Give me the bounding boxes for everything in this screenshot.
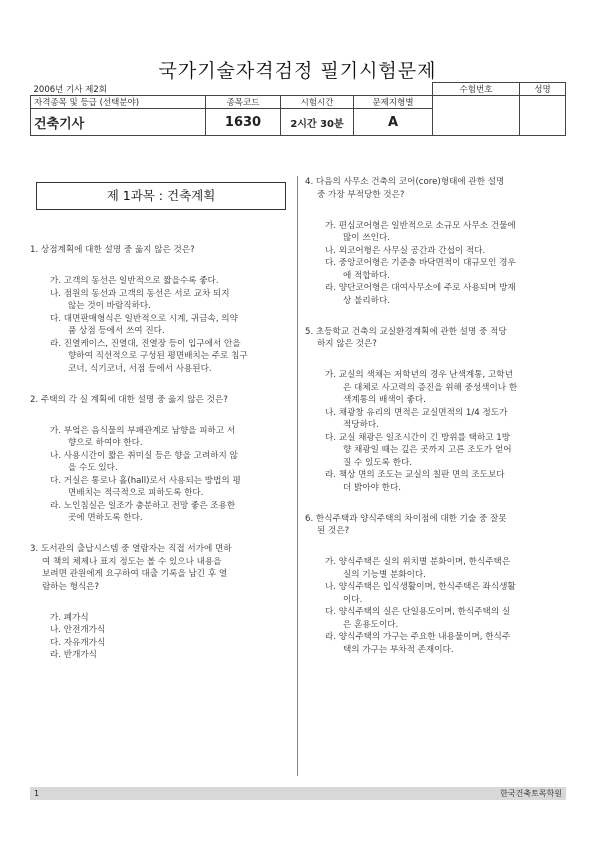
question-1 [30, 244, 292, 375]
option-d: 라. 양식주택의 가구는 주요한 내용물이며, 한식주 [325, 632, 511, 642]
question-text: 6. 한식주택과 양식주택의 차이점에 대한 기술 중 잘못 [305, 513, 507, 524]
question-6 [305, 513, 567, 657]
option-d-cont: 상 불리하다. [343, 295, 390, 306]
option-b: 나. 점원의 동선과 고객의 동선은 서로 교차 되지 [50, 288, 230, 299]
question-3 [30, 543, 292, 662]
page-number: 1 [34, 789, 40, 798]
column-divider [297, 176, 298, 776]
option-c-cont: 은 혼용도이다. [343, 619, 399, 630]
option-c-cont: 품 상점 등에서 쓰여 진다. [68, 326, 165, 336]
question-text: 3. 도서관의 출납시스템 중 열람자는 직접 서가에 면하 [30, 544, 232, 554]
footer-bar [30, 787, 566, 800]
option-d-cont: 코너, 식기코너, 서점 등에서 사용된다. [68, 363, 212, 374]
question-text-cont: 하지 않은 것은? [317, 339, 377, 349]
option-d-cont: 곳에 면하도록 한다. [68, 513, 143, 523]
option-b-cont: 적당하다. [343, 420, 379, 430]
code-label: 종목코드 [206, 96, 281, 109]
option-d: 라. 책상 면의 조도는 교실의 칠판 면의 조도보다 [325, 470, 505, 480]
option-b: 나. 안전개가식 [50, 625, 106, 635]
option-c-cont: 에 적합하다. [343, 270, 390, 281]
option-b: 나. 양식주택은 입식생활이며, 한식주택은 좌식생활 [325, 582, 516, 592]
type-label: 문제지형별 [354, 96, 433, 109]
time-label: 시험시간 [281, 96, 354, 109]
question-text: 4. 다음의 사무소 건축의 코어(core)형태에 관한 설명 [305, 177, 505, 187]
question-text-cont: 여 책의 체제나 표지 정도는 볼 수 있으나 내용을 [42, 556, 222, 567]
name-label: 성명 [520, 83, 566, 96]
option-a-cont: 은 대체로 사고력의 증진을 위해 중성색이나 한 [343, 382, 518, 393]
option-b-cont: 않는 것이 바람직하다. [68, 301, 151, 311]
option-d: 라. 진열케이스, 진열대, 진열장 등이 입구에서 안을 [50, 338, 241, 349]
page-title: 국가기술자격검정 필기시험문제 [158, 60, 437, 82]
option-c: 다. 대면판매형식은 일반적으로 시계, 귀금속, 의약 [50, 313, 238, 324]
option-a: 가. 교실의 색채는 저학년의 경우 난색계통, 고학년 [325, 370, 513, 380]
right-column [305, 176, 567, 656]
code-value: 1630 [206, 109, 281, 136]
option-b: 나. 사용시간이 짧은 취미실 등은 향을 고려하지 않 [50, 450, 238, 461]
subject-heading: 제 1과목 : 건축계획 [36, 182, 286, 210]
exam-info: 2006년 기사 제2회 [33, 84, 107, 95]
question-text: 5. 초등학교 건축의 교실환경계획에 관한 설명 중 적당 [305, 326, 507, 337]
option-d-cont: 향하여 직선적으로 구성된 평면배치는 주로 침구 [68, 351, 248, 361]
left-column [30, 178, 292, 662]
option-b-cont: 이다. [343, 594, 363, 605]
option-c-cont: 면배치는 적극적으로 피하도록 한다. [68, 488, 204, 498]
option-c-cont: 질 수 있도록 한다. [343, 457, 413, 468]
option-d-cont: 택의 가구는 부차적 존재이다. [343, 644, 454, 655]
option-a: 가. 고객의 동선은 일반적으로 짧을수록 좋다. [50, 276, 219, 286]
field-value: 건축기사 [31, 109, 206, 136]
exam-number-field [433, 96, 520, 136]
option-a: 가. 양식주택은 실의 위치별 분화이며, 한식주택은 [325, 557, 511, 567]
publisher-name: 한국건축토목학원 [500, 789, 562, 798]
question-text-cont: 람하는 형식은? [42, 581, 100, 592]
option-c: 다. 교실 채광은 일조시간이 긴 방위를 택하고 1방 [325, 432, 511, 443]
option-a: 가. 폐가식 [50, 612, 89, 623]
question-text-cont: 된 것은? [317, 526, 350, 536]
question-5 [305, 326, 567, 495]
name-field [520, 96, 566, 136]
option-d: 라. 반개가식 [50, 650, 97, 660]
question-4 [305, 176, 567, 307]
type-value: A [354, 109, 433, 136]
option-a-cont: 실의 기능별 분화이다. [343, 569, 426, 580]
exam-number-label: 수험번호 [433, 83, 520, 96]
option-a-cont: 많이 쓰인다. [343, 233, 390, 243]
option-b: 나. 채광창 유리의 면적은 교실면적의 1/4 정도가 [325, 407, 508, 418]
option-a-cont: 색계통의 배색이 좋다. [343, 395, 426, 405]
option-a-cont: 향으로 하여야 한다. [68, 438, 143, 448]
exam-header-table [30, 82, 566, 136]
field-label: 자격종목 및 등급 (선택분야) [31, 96, 206, 109]
question-text: 1. 상점계획에 대한 설명 중 옳지 않은 것은? [30, 245, 195, 255]
option-c: 다. 중앙코어형은 기준층 바닥면적이 대규모인 경우 [325, 258, 516, 268]
option-c: 다. 거실은 통로나 홀(hall)로서 사용되는 방법의 평 [50, 475, 241, 486]
option-c: 다. 양식주택의 실은 단일용도이며, 한식주택의 실 [325, 607, 511, 617]
option-d: 라. 노인침실은 일조가 충분하고 전망 좋은 조용한 [50, 500, 236, 511]
option-a: 가. 부엌은 음식물의 부패관계로 남향을 피하고 서 [50, 425, 236, 436]
time-value: 2시간 30분 [281, 109, 354, 136]
option-b: 나. 외코어형은 사무실 공간과 간섭이 적다. [325, 245, 486, 256]
option-b-cont: 을 수도 있다. [68, 463, 118, 473]
option-c-cont: 향 채광일 때는 깊은 곳까지 고른 조도가 얻어 [343, 445, 512, 455]
option-a: 가. 편심코어형은 일반적으로 소규모 사무소 건물에 [325, 220, 516, 231]
option-d: 라. 양단코어형은 대여사무소에 주로 사용되며 방재 [325, 283, 516, 293]
option-d-cont: 더 밝아야 한다. [343, 482, 402, 493]
question-2 [30, 394, 292, 525]
option-c: 다. 자유개가식 [50, 637, 106, 648]
question-text: 2. 주택의 각 실 계획에 대한 설명 중 옳지 않은 것은? [30, 394, 228, 405]
question-text-cont: 보려면 관원에게 요구하여 대출 기록을 남긴 후 열 [42, 569, 228, 579]
question-text-cont: 중 가장 부적당한 것은? [317, 189, 405, 200]
